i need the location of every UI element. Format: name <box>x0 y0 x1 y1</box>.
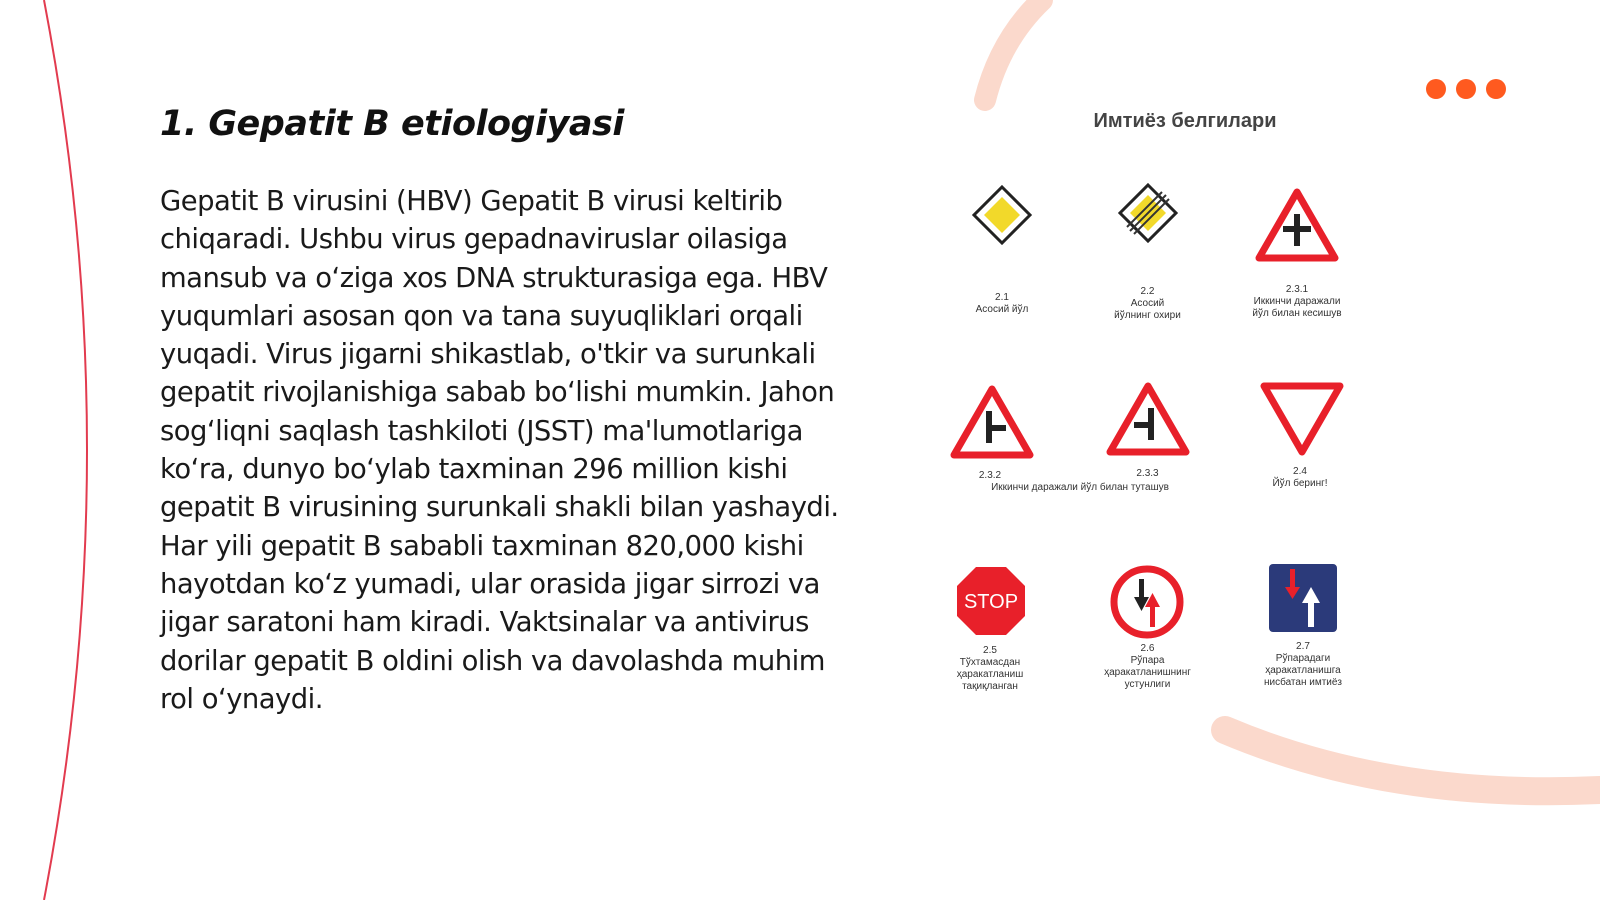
sign-caption: Йўл беринг! <box>1272 478 1328 489</box>
sign-caption: Иккинчи даражали йўл билан кесишув <box>1252 296 1342 319</box>
oncoming-priority-sign-icon <box>1110 565 1184 639</box>
stop-sign-icon <box>955 565 1027 637</box>
road-signs-figure <box>955 100 1415 720</box>
sign-caption: Рўпара ҳаракатланишнинг устунлиги <box>1104 655 1191 690</box>
dot-icon <box>1426 79 1446 99</box>
end-of-priority-road-sign-icon <box>1118 183 1178 243</box>
sign-number: 2.5 <box>983 645 997 656</box>
left-red-arc <box>44 0 87 900</box>
sign-caption: Рўпарадаги ҳаракатланишга нисбатан имтиёз <box>1263 653 1343 688</box>
sign-number: 2.1 <box>995 292 1009 303</box>
slide-title: 1. Gepatit B etiologiyasi <box>160 104 624 144</box>
stop-sign-text: STOP <box>963 591 1019 613</box>
dot-icon <box>1456 79 1476 99</box>
sign-number: 2.3.3 <box>1136 468 1159 479</box>
slide-body-text: Gepatit B virusini (HBV) Gepatit B virusi keltirib chiqaradi. Ushbu virus gepadnaviruslar oilasiga mansub va oʻziga xos DNA strukturasiga ega. HBV yuqumlari asosan qon va tana suyuqliklari orqali yuqadi. Virus jigarni shikastlab, o'tkir va surunkali gepatit rivojlanishiga sabab boʻlishi mumkin. Jahon sogʻliqni saqlash tashkiloti (JSST) ma'lumotlariga koʻra, dunyo boʻylab taxminan 296 million kishi gepatit B virusining surunkali shakli bilan yashaydi. Har yili gepatit B sababli taxminan 820,000 kishi hayotdan koʻz yumadi, ular orasida jigar sirrozi va jigar saratoni ham kiradi. Vaktsinalar va antivirus dorilar gepatit B oldini olish va davolashda muhim rol oʻynaydi. <box>160 186 839 715</box>
dot-icon <box>1486 79 1506 99</box>
priority-road-sign-icon <box>972 185 1032 245</box>
decorative-dots <box>1426 79 1506 99</box>
crossroad-minor-road-sign-icon <box>1255 188 1339 262</box>
sign-caption: Тўхтамасдан ҳаракатланиш тақиқланган <box>956 657 1024 692</box>
adjoining-minor-road-right-sign-icon <box>950 385 1034 459</box>
sign-number: 2.3.2 <box>978 470 1002 481</box>
sign-number: 2.3.1 <box>1285 284 1309 295</box>
top-peach-arc <box>985 0 1042 100</box>
adjoining-minor-road-left-sign-icon <box>1106 382 1190 456</box>
sign-number: 2.4 <box>1293 466 1307 477</box>
sign-number: 2.2 <box>1140 286 1155 297</box>
figure-heading: Имтиёз белгилари <box>1093 110 1277 132</box>
priority-over-oncoming-sign-icon <box>1268 563 1338 633</box>
sign-caption: Асосий йўлнинг охири <box>1114 298 1181 321</box>
give-way-sign-icon <box>1260 382 1344 456</box>
bottom-peach-arc <box>1225 730 1600 791</box>
sign-caption: Асосий йўл <box>975 304 1029 315</box>
sign-number: 2.7 <box>1296 641 1310 652</box>
sign-shared-caption: Иккинчи даражали йўл билан туташув <box>991 482 1169 493</box>
sign-number: 2.6 <box>1140 643 1155 654</box>
